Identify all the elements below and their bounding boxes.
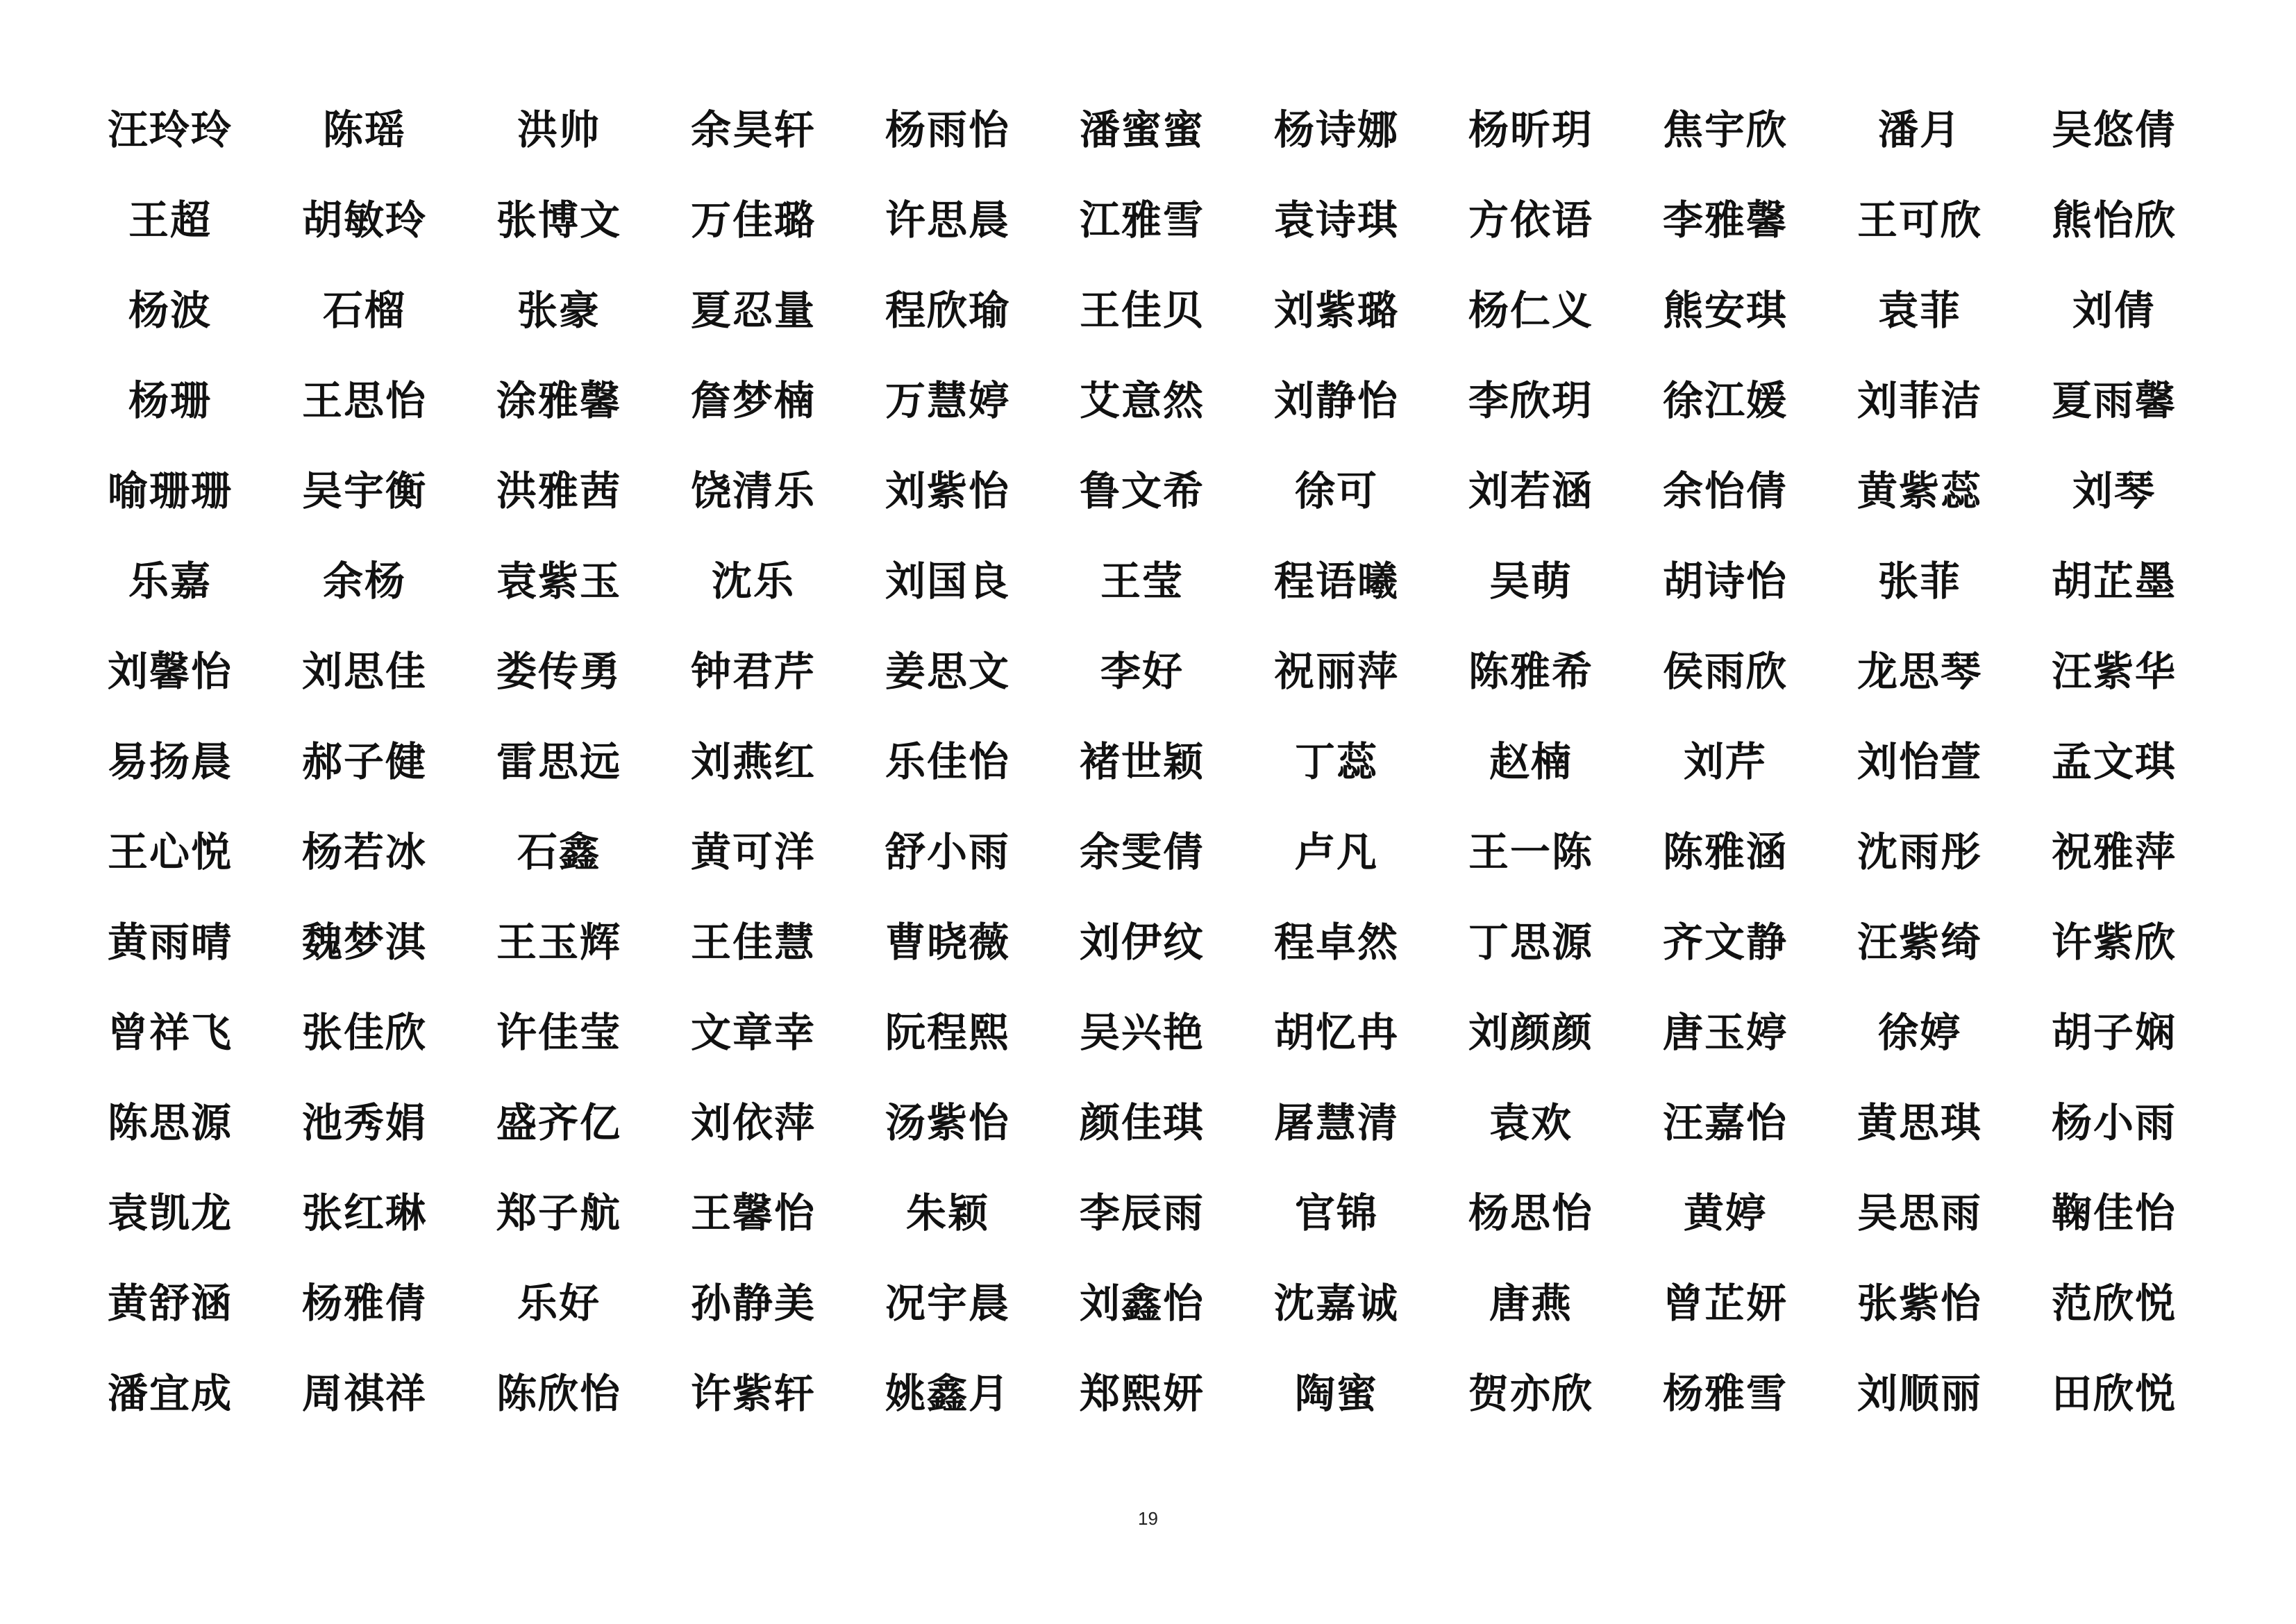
name-cell: 胡子娴 bbox=[2051, 1009, 2177, 1056]
name-cell: 吴兴艳 bbox=[1079, 1009, 1205, 1056]
name-cell: 曾芷妍 bbox=[1662, 1280, 1788, 1327]
name-cell: 郑熙妍 bbox=[1079, 1370, 1205, 1417]
name-cell: 祝雅萍 bbox=[2051, 828, 2177, 876]
name-cell: 龙思琴 bbox=[1857, 648, 1982, 695]
name-cell: 陈欣怡 bbox=[496, 1370, 621, 1417]
name-cell: 王可欣 bbox=[1857, 196, 1982, 244]
name-cell: 余昊轩 bbox=[690, 106, 816, 153]
name-cell: 杨诗娜 bbox=[1273, 106, 1399, 153]
name-cell: 田欣悦 bbox=[2051, 1370, 2177, 1417]
name-cell: 李雅馨 bbox=[1662, 196, 1788, 244]
name-cell: 魏梦淇 bbox=[301, 919, 427, 966]
name-cell: 洪帅 bbox=[517, 106, 601, 153]
name-cell: 乐嘉 bbox=[128, 558, 212, 605]
name-cell: 舒小雨 bbox=[885, 828, 1010, 876]
name-cell: 丁思源 bbox=[1468, 919, 1593, 966]
name-cell: 方依语 bbox=[1468, 196, 1593, 244]
name-cell: 阮程熙 bbox=[885, 1009, 1010, 1056]
name-cell: 李辰雨 bbox=[1079, 1189, 1205, 1237]
name-cell: 杨昕玥 bbox=[1468, 106, 1593, 153]
name-cell: 唐燕 bbox=[1489, 1280, 1573, 1327]
name-cell: 许紫轩 bbox=[690, 1370, 816, 1417]
name-cell: 袁菲 bbox=[1877, 287, 1961, 334]
name-cell: 卢凡 bbox=[1294, 828, 1378, 876]
name-cell: 汪玲玲 bbox=[107, 106, 233, 153]
name-cell: 杨雅雪 bbox=[1662, 1370, 1788, 1417]
name-cell: 程卓然 bbox=[1273, 919, 1399, 966]
name-cell: 汪紫绮 bbox=[1857, 919, 1982, 966]
name-cell: 况宇晨 bbox=[885, 1280, 1010, 1327]
name-cell: 吴思雨 bbox=[1857, 1189, 1982, 1237]
name-cell: 刘国良 bbox=[885, 558, 1010, 605]
name-cell: 刘紫怡 bbox=[885, 467, 1010, 514]
name-cell: 姜思文 bbox=[885, 648, 1010, 695]
name-cell: 熊安琪 bbox=[1662, 287, 1788, 334]
name-cell: 刘紫璐 bbox=[1273, 287, 1399, 334]
name-cell: 齐文静 bbox=[1662, 919, 1788, 966]
name-cell: 朱颖 bbox=[905, 1189, 989, 1237]
name-cell: 刘琴 bbox=[2072, 467, 2156, 514]
name-cell: 贺亦欣 bbox=[1468, 1370, 1593, 1417]
name-cell: 黄紫蕊 bbox=[1857, 467, 1982, 514]
name-cell: 刘倩 bbox=[2072, 287, 2156, 334]
name-cell: 刘鑫怡 bbox=[1079, 1280, 1205, 1327]
name-cell: 张博文 bbox=[496, 196, 621, 244]
name-cell: 褚世颖 bbox=[1079, 738, 1205, 785]
name-cell: 孟文琪 bbox=[2051, 738, 2177, 785]
name-cell: 汪嘉怡 bbox=[1662, 1099, 1788, 1146]
name-grid bbox=[73, 85, 2211, 1439]
name-cell: 夏忍量 bbox=[690, 287, 816, 334]
name-cell: 洪雅茜 bbox=[496, 467, 621, 514]
name-cell: 程欣瑜 bbox=[885, 287, 1010, 334]
name-cell: 杨若冰 bbox=[301, 828, 427, 876]
name-cell: 赵楠 bbox=[1489, 738, 1573, 785]
name-cell: 许思晨 bbox=[885, 196, 1010, 244]
name-cell: 万佳璐 bbox=[690, 196, 816, 244]
name-cell: 曾祥飞 bbox=[107, 1009, 233, 1056]
name-cell: 艾意然 bbox=[1079, 377, 1205, 424]
name-cell: 王佳慧 bbox=[690, 919, 816, 966]
name-cell: 徐江媛 bbox=[1662, 377, 1788, 424]
name-cell: 张紫怡 bbox=[1857, 1280, 1982, 1327]
name-cell: 张红琳 bbox=[301, 1189, 427, 1237]
name-cell: 胡忆冉 bbox=[1273, 1009, 1399, 1056]
name-cell: 喻珊珊 bbox=[107, 467, 233, 514]
name-cell: 焦宇欣 bbox=[1662, 106, 1788, 153]
name-cell: 鲁文希 bbox=[1079, 467, 1205, 514]
name-cell: 颜佳琪 bbox=[1079, 1099, 1205, 1146]
name-cell: 余怡倩 bbox=[1662, 467, 1788, 514]
name-cell: 黄婷 bbox=[1683, 1189, 1767, 1237]
name-cell: 刘颜颜 bbox=[1468, 1009, 1593, 1056]
name-cell: 易扬晨 bbox=[107, 738, 233, 785]
name-cell: 黄舒涵 bbox=[107, 1280, 233, 1327]
name-cell: 刘静怡 bbox=[1273, 377, 1399, 424]
name-cell: 刘燕红 bbox=[690, 738, 816, 785]
name-cell: 范欣悦 bbox=[2051, 1280, 2177, 1327]
name-cell: 刘菲洁 bbox=[1857, 377, 1982, 424]
name-cell: 郑子航 bbox=[496, 1189, 621, 1237]
name-cell: 万慧婷 bbox=[885, 377, 1010, 424]
name-cell: 徐婷 bbox=[1877, 1009, 1961, 1056]
name-cell: 姚鑫月 bbox=[885, 1370, 1010, 1417]
name-cell: 娄传勇 bbox=[496, 648, 621, 695]
name-cell: 余杨 bbox=[322, 558, 406, 605]
name-cell: 詹梦楠 bbox=[690, 377, 816, 424]
name-cell: 余雯倩 bbox=[1079, 828, 1205, 876]
name-cell: 李好 bbox=[1100, 648, 1184, 695]
name-cell: 涂雅馨 bbox=[496, 377, 621, 424]
name-cell: 唐玉婷 bbox=[1662, 1009, 1788, 1056]
name-cell: 刘伊纹 bbox=[1079, 919, 1205, 966]
name-cell: 胡芷墨 bbox=[2051, 558, 2177, 605]
name-cell: 杨雨怡 bbox=[885, 106, 1010, 153]
name-cell: 夏雨馨 bbox=[2051, 377, 2177, 424]
name-cell: 陈雅希 bbox=[1468, 648, 1593, 695]
name-cell: 黄思琪 bbox=[1857, 1099, 1982, 1146]
name-cell: 王莹 bbox=[1100, 558, 1184, 605]
name-cell: 袁紫玉 bbox=[496, 558, 621, 605]
name-cell: 杨思怡 bbox=[1468, 1189, 1593, 1237]
name-cell: 刘依萍 bbox=[690, 1099, 816, 1146]
name-cell: 沈乐 bbox=[711, 558, 795, 605]
name-cell: 徐可 bbox=[1294, 467, 1378, 514]
name-cell: 周祺祥 bbox=[301, 1370, 427, 1417]
name-cell: 刘芹 bbox=[1683, 738, 1767, 785]
name-cell: 许紫欣 bbox=[2051, 919, 2177, 966]
name-cell: 丁蕊 bbox=[1294, 738, 1378, 785]
name-cell: 吴宇衡 bbox=[301, 467, 427, 514]
name-cell: 刘顺丽 bbox=[1857, 1370, 1982, 1417]
page-number: 19 bbox=[1138, 1508, 1158, 1529]
name-cell: 官锦 bbox=[1294, 1189, 1378, 1237]
name-cell: 汤紫怡 bbox=[885, 1099, 1010, 1146]
name-cell: 王佳贝 bbox=[1079, 287, 1205, 334]
name-cell: 王心悦 bbox=[107, 828, 233, 876]
name-cell: 侯雨欣 bbox=[1662, 648, 1788, 695]
name-cell: 杨波 bbox=[128, 287, 212, 334]
name-cell: 屠慧清 bbox=[1273, 1099, 1399, 1146]
name-cell: 江雅雪 bbox=[1079, 196, 1205, 244]
name-cell: 鞠佳怡 bbox=[2051, 1189, 2177, 1237]
name-cell: 李欣玥 bbox=[1468, 377, 1593, 424]
name-cell: 王超 bbox=[128, 196, 212, 244]
name-cell: 潘蜜蜜 bbox=[1079, 106, 1205, 153]
name-cell: 石鑫 bbox=[517, 828, 601, 876]
name-cell: 程语曦 bbox=[1273, 558, 1399, 605]
name-cell: 潘宜成 bbox=[107, 1370, 233, 1417]
name-cell: 沈雨彤 bbox=[1857, 828, 1982, 876]
name-cell: 袁欢 bbox=[1489, 1099, 1573, 1146]
name-cell: 陶蜜 bbox=[1294, 1370, 1378, 1417]
name-cell: 刘思佳 bbox=[301, 648, 427, 695]
name-cell: 杨雅倩 bbox=[301, 1280, 427, 1327]
name-cell: 沈嘉诚 bbox=[1273, 1280, 1399, 1327]
name-cell: 杨仁义 bbox=[1468, 287, 1593, 334]
name-cell: 王思怡 bbox=[301, 377, 427, 424]
name-cell: 孙静美 bbox=[690, 1280, 816, 1327]
name-cell: 张豪 bbox=[517, 287, 601, 334]
name-cell: 潘月 bbox=[1877, 106, 1961, 153]
name-cell: 曹晓薇 bbox=[885, 919, 1010, 966]
name-cell: 杨小雨 bbox=[2051, 1099, 2177, 1146]
name-cell: 黄可洋 bbox=[690, 828, 816, 876]
name-cell: 吴悠倩 bbox=[2051, 106, 2177, 153]
name-cell: 许佳莹 bbox=[496, 1009, 621, 1056]
name-cell: 祝丽萍 bbox=[1273, 648, 1399, 695]
name-cell: 雷思远 bbox=[496, 738, 621, 785]
name-cell: 池秀娟 bbox=[301, 1099, 427, 1146]
name-cell: 杨珊 bbox=[128, 377, 212, 424]
name-cell: 袁诗琪 bbox=[1273, 196, 1399, 244]
name-cell: 钟君芹 bbox=[690, 648, 816, 695]
name-cell: 刘怡萱 bbox=[1857, 738, 1982, 785]
name-cell: 袁凯龙 bbox=[107, 1189, 233, 1237]
name-cell: 郝子健 bbox=[301, 738, 427, 785]
name-cell: 陈思源 bbox=[107, 1099, 233, 1146]
name-cell: 乐佳怡 bbox=[885, 738, 1010, 785]
name-cell: 王一陈 bbox=[1468, 828, 1593, 876]
name-cell: 吴萌 bbox=[1489, 558, 1573, 605]
name-cell: 王玉辉 bbox=[496, 919, 621, 966]
name-cell: 黄雨晴 bbox=[107, 919, 233, 966]
name-cell: 文章幸 bbox=[690, 1009, 816, 1056]
name-cell: 饶清乐 bbox=[690, 467, 816, 514]
name-cell: 张菲 bbox=[1877, 558, 1961, 605]
name-cell: 胡诗怡 bbox=[1662, 558, 1788, 605]
name-cell: 刘馨怡 bbox=[107, 648, 233, 695]
name-cell: 熊怡欣 bbox=[2051, 196, 2177, 244]
name-cell: 张佳欣 bbox=[301, 1009, 427, 1056]
name-cell: 王馨怡 bbox=[690, 1189, 816, 1237]
name-cell: 乐好 bbox=[517, 1280, 601, 1327]
name-cell: 石榴 bbox=[322, 287, 406, 334]
name-cell: 陈瑶 bbox=[322, 106, 406, 153]
name-cell: 盛齐亿 bbox=[496, 1099, 621, 1146]
name-cell: 胡敏玲 bbox=[301, 196, 427, 244]
name-cell: 陈雅涵 bbox=[1662, 828, 1788, 876]
name-cell: 汪紫华 bbox=[2051, 648, 2177, 695]
name-cell: 刘若涵 bbox=[1468, 467, 1593, 514]
